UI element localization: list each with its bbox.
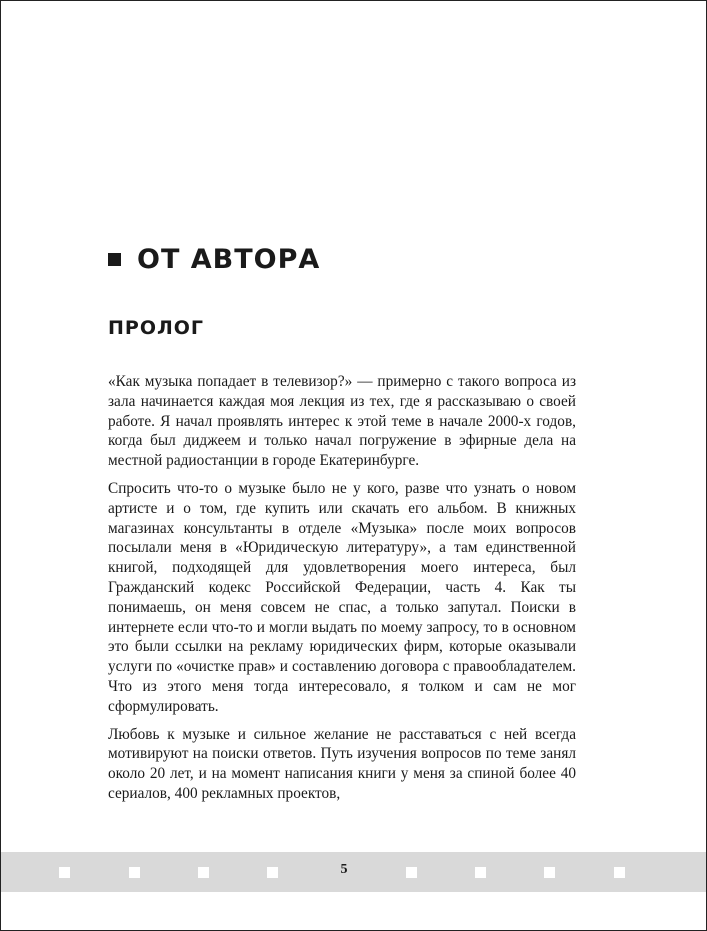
- footer-square-icon: [59, 867, 70, 878]
- paragraph: «Как музыка попадает в телевизор?» — примерно с такого вопроса из зала начинается каждая моя лекция из тех, где я рассказываю о своей работе. Я начал проявлять интерес к этой теме в начале 2000-х годов, когда был диджеем и только начал погружение в эфирные дела на местной радиостанции в городе Екатеринбурге.: [108, 373, 576, 470]
- footer-square-icon: [198, 867, 209, 878]
- footer-square-icon: [267, 867, 278, 878]
- chapter-title: ОТ АВТОРА: [137, 244, 321, 275]
- chapter-heading: [108, 244, 320, 275]
- body-text: [108, 372, 576, 812]
- footer-band: [1, 852, 706, 892]
- footer-square-icon: [406, 867, 417, 878]
- footer-square-icon: [544, 867, 555, 878]
- paragraph: Спросить что-то о музыке было не у кого, разве что узнать о новом артисте и о том, где купить или скачать его альбом. В книжных магазинах консультанты в отделе «Музыка» после моих вопросов посылали меня в «Юридическую литературу», а там единственной книгой, подходящей для удовлетворения моего интереса, был Гражданский кодекс Российской Федерации, часть 4. Как ты понимаешь, он меня совсем не спас, а только запутал. Поиски в интернете если что-то и могли выдать по моему запросу, то в основном это были ссылки на рекламу юридических фирм, которые оказывали услуги по «очистке прав» и составлению договора с правообладателем. Что из этого меня тогда интересовало, я толком и сам не мог сформулировать.: [108, 479, 576, 715]
- page-number: 5: [340, 862, 348, 877]
- footer-square-icon: [614, 867, 625, 878]
- footer-square-icon: [129, 867, 140, 878]
- footer-square-icon: [475, 867, 486, 878]
- paragraph: Любовь к музыке и сильное желание не расставаться с ней всегда мотивируют на поиски ответов. Путь изучения вопросов по теме занял около 20 лет, и на момент написания книги у меня за спиной более 40 сериалов, 400 рекламных проектов,: [108, 725, 576, 802]
- section-title: ПРОЛОГ: [108, 317, 205, 339]
- square-bullet-icon: [108, 253, 121, 266]
